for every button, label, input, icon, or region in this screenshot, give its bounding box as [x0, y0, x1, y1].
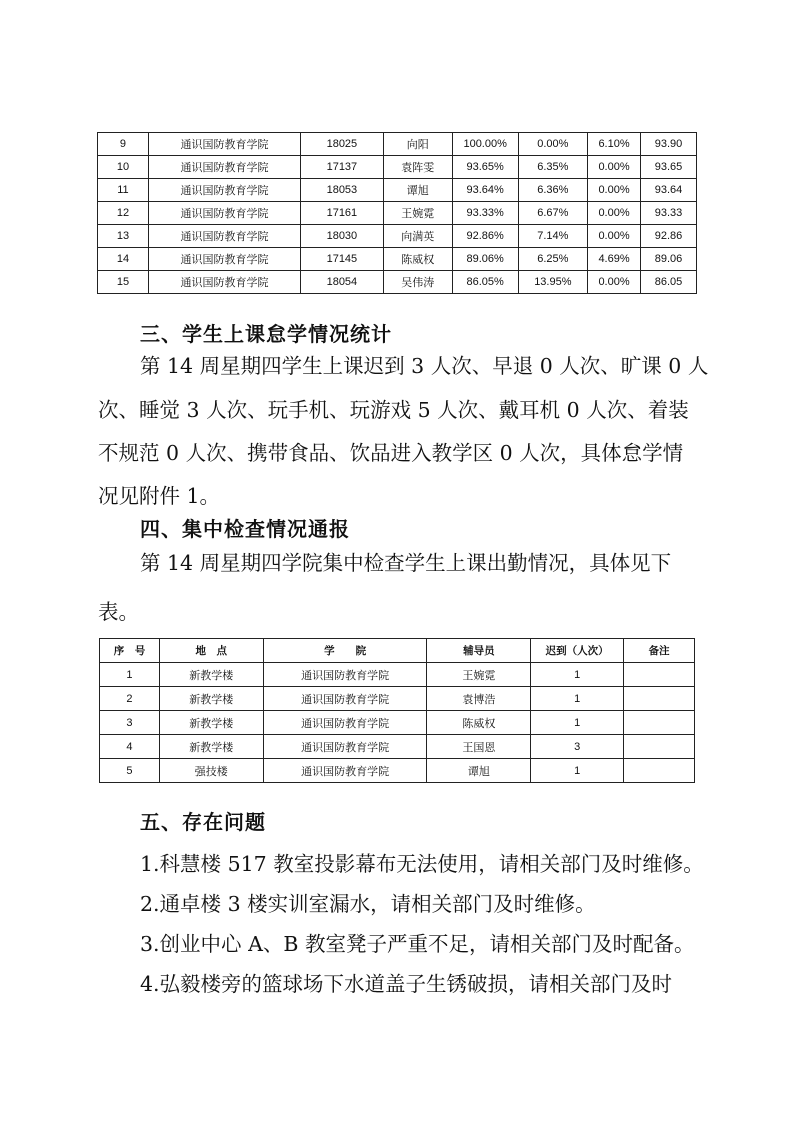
late-rate-cell: 6.10% — [588, 133, 641, 156]
section3-line-4: 况见附件 1。 — [98, 484, 221, 508]
college-cell: 通识国防教育学院 — [263, 687, 427, 711]
header-late-count: 迟到（人次） — [531, 639, 624, 663]
counselor-cell: 王婉霓 — [427, 663, 531, 687]
location-cell: 新教学楼 — [159, 711, 263, 735]
absence-rate-cell: 6.67% — [518, 202, 588, 225]
late-rate-cell: 0.00% — [588, 202, 641, 225]
name-cell: 王婉霓 — [383, 202, 452, 225]
name-cell: 向阳 — [383, 133, 452, 156]
late-rate-cell: 0.00% — [588, 179, 641, 202]
score-cell: 93.90 — [640, 133, 696, 156]
college-cell: 通识国防教育学院 — [148, 179, 300, 202]
absence-rate-cell: 6.25% — [518, 248, 588, 271]
seq-cell: 5 — [100, 759, 160, 783]
attendance-rate-cell: 89.06% — [452, 248, 518, 271]
score-cell: 89.06 — [640, 248, 696, 271]
remarks-cell — [624, 711, 695, 735]
section4-line-1: 第 14 周星期四学院集中检查学生上课出勤情况，具体见下 — [140, 551, 672, 575]
late-count-cell: 3 — [531, 735, 624, 759]
late-rate-cell: 0.00% — [588, 271, 641, 294]
score-cell: 93.33 — [640, 202, 696, 225]
header-college: 学 院 — [263, 639, 427, 663]
location-cell: 新教学楼 — [159, 663, 263, 687]
table-row — [100, 711, 695, 735]
remarks-cell — [624, 759, 695, 783]
attendance-rate-cell: 93.64% — [452, 179, 518, 202]
seq-cell: 4 — [100, 735, 160, 759]
counselor-cell: 王国恩 — [427, 735, 531, 759]
id-cell: 17161 — [301, 202, 384, 225]
table-row — [98, 156, 697, 179]
late-count-cell: 1 — [531, 759, 624, 783]
late-count-cell: 1 — [531, 711, 624, 735]
rank-cell: 13 — [98, 225, 149, 248]
table-row — [98, 133, 697, 156]
header-location: 地 点 — [159, 639, 263, 663]
section3-heading: 三、学生上课怠学情况统计 — [140, 322, 392, 346]
name-cell: 谭旭 — [383, 179, 452, 202]
score-cell: 86.05 — [640, 271, 696, 294]
rank-cell: 10 — [98, 156, 149, 179]
score-cell: 93.64 — [640, 179, 696, 202]
id-cell: 17137 — [301, 156, 384, 179]
absence-rate-cell: 0.00% — [518, 133, 588, 156]
rank-cell: 12 — [98, 202, 149, 225]
late-rate-cell: 0.00% — [588, 225, 641, 248]
score-cell: 92.86 — [640, 225, 696, 248]
attendance-rate-cell: 93.33% — [452, 202, 518, 225]
table-row — [98, 248, 697, 271]
id-cell: 17145 — [301, 248, 384, 271]
id-cell: 18054 — [301, 271, 384, 294]
issue-item-1: 1.科慧楼 517 教室投影幕布无法使用，请相关部门及时维修。 — [140, 852, 704, 876]
attendance-rate-cell: 86.05% — [452, 271, 518, 294]
rank-cell: 15 — [98, 271, 149, 294]
score-cell: 93.65 — [640, 156, 696, 179]
remarks-cell — [624, 735, 695, 759]
id-cell: 18030 — [301, 225, 384, 248]
absence-rate-cell: 6.36% — [518, 179, 588, 202]
location-cell: 新教学楼 — [159, 735, 263, 759]
id-cell: 18025 — [301, 133, 384, 156]
issue-item-3: 3.创业中心 A、B 教室凳子严重不足，请相关部门及时配备。 — [140, 932, 695, 956]
rank-cell: 11 — [98, 179, 149, 202]
late-count-cell: 1 — [531, 687, 624, 711]
college-cell: 通识国防教育学院 — [148, 202, 300, 225]
section3-line-1: 第 14 周星期四学生上课迟到 3 人次、早退 0 人次、旷课 0 人 — [140, 354, 709, 378]
location-cell: 新教学楼 — [159, 687, 263, 711]
seq-cell: 1 — [100, 663, 160, 687]
table-row — [100, 735, 695, 759]
issue-item-4: 4.弘毅楼旁的篮球场下水道盖子生锈破损，请相关部门及时 — [140, 972, 673, 996]
college-cell: 通识国防教育学院 — [148, 271, 300, 294]
name-cell: 吴伟涛 — [383, 271, 452, 294]
name-cell: 向满英 — [383, 225, 452, 248]
counselor-cell: 陈威权 — [427, 711, 531, 735]
counselor-cell: 谭旭 — [427, 759, 531, 783]
id-cell: 18053 — [301, 179, 384, 202]
inspection-table — [99, 638, 695, 783]
rank-cell: 9 — [98, 133, 149, 156]
attendance-rate-cell: 93.65% — [452, 156, 518, 179]
late-rate-cell: 0.00% — [588, 156, 641, 179]
section5-heading: 五、存在问题 — [140, 810, 266, 834]
header-seq: 序 号 — [100, 639, 160, 663]
college-cell: 通识国防教育学院 — [148, 225, 300, 248]
location-cell: 强技楼 — [159, 759, 263, 783]
college-cell: 通识国防教育学院 — [263, 711, 427, 735]
name-cell: 袁阵雯 — [383, 156, 452, 179]
attendance-rate-cell: 92.86% — [452, 225, 518, 248]
table-row — [98, 225, 697, 248]
header-remarks: 备注 — [624, 639, 695, 663]
attendance-rate-cell: 100.00% — [452, 133, 518, 156]
table-row — [100, 759, 695, 783]
table-header-row — [100, 639, 695, 663]
counselor-cell: 袁博浩 — [427, 687, 531, 711]
ranking-table — [97, 132, 697, 294]
college-cell: 通识国防教育学院 — [148, 248, 300, 271]
college-cell: 通识国防教育学院 — [148, 133, 300, 156]
table-row — [100, 663, 695, 687]
seq-cell: 2 — [100, 687, 160, 711]
college-cell: 通识国防教育学院 — [263, 759, 427, 783]
absence-rate-cell: 13.95% — [518, 271, 588, 294]
late-count-cell: 1 — [531, 663, 624, 687]
table-row — [100, 687, 695, 711]
late-rate-cell: 4.69% — [588, 248, 641, 271]
section3-line-3: 不规范 0 人次、携带食品、饮品进入教学区 0 人次，具体怠学情 — [98, 441, 684, 465]
table-row — [98, 202, 697, 225]
name-cell: 陈威权 — [383, 248, 452, 271]
rank-cell: 14 — [98, 248, 149, 271]
section4-heading: 四、集中检查情况通报 — [140, 517, 350, 541]
issue-item-2: 2.通卓楼 3 楼实训室漏水，请相关部门及时维修。 — [140, 892, 596, 916]
section3-line-2: 次、睡觉 3 人次、玩手机、玩游戏 5 人次、戴耳机 0 人次、着装 — [98, 398, 689, 422]
college-cell: 通识国防教育学院 — [263, 663, 427, 687]
header-counselor: 辅导员 — [427, 639, 531, 663]
remarks-cell — [624, 663, 695, 687]
remarks-cell — [624, 687, 695, 711]
absence-rate-cell: 7.14% — [518, 225, 588, 248]
absence-rate-cell: 6.35% — [518, 156, 588, 179]
section4-line-2: 表。 — [98, 600, 139, 624]
table-row — [98, 179, 697, 202]
college-cell: 通识国防教育学院 — [148, 156, 300, 179]
college-cell: 通识国防教育学院 — [263, 735, 427, 759]
seq-cell: 3 — [100, 711, 160, 735]
table-row — [98, 271, 697, 294]
